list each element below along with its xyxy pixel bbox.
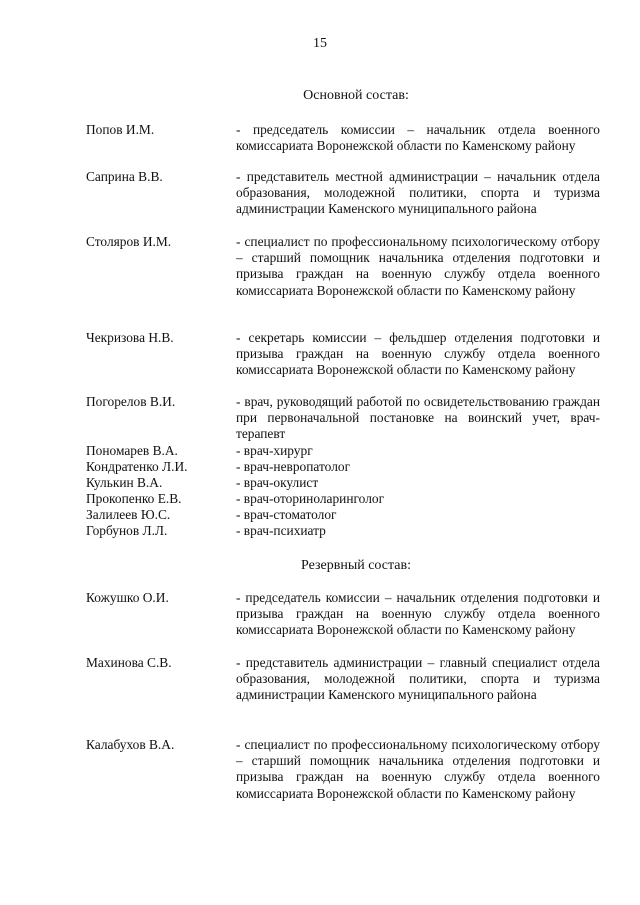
page-number: 15	[313, 36, 327, 51]
member-name: Столяров И.М.	[86, 234, 172, 249]
member-name: Кондратенко Л.И.	[86, 459, 188, 474]
member-role: - врач, руководящий работой по освидетельствованию граждан при первоначальной постановке на воинский учет, врач-терапевт	[236, 394, 600, 442]
member-role: - специалист по профессиональному психологическому отбору – старший помощник начальника отделения подготовки и призыва граждан на военную службу отдела военного комиссариата Воронежской области по Каменскому району	[236, 234, 600, 298]
member-name: Кулькин В.А.	[86, 475, 163, 490]
member-role: - представитель местной администрации – начальник отдела образования, молодежной политики, спорта и туризма администрации Каменского муниципального района	[236, 169, 600, 217]
member-role: - врач-хирург	[236, 443, 313, 458]
member-role: - представитель администрации – главный специалист отдела образования, молодежной политики, спорта и туризма администрации Каменского муниципального района	[236, 655, 600, 703]
member-name: Попов И.М.	[86, 122, 155, 137]
member-name: Чекризова Н.В.	[86, 330, 174, 345]
member-name: Махинова С.В.	[86, 655, 172, 670]
member-name: Пономарев В.А.	[86, 443, 178, 458]
member-role: - председатель комиссии – начальник отдела военного комиссариата Воронежской области по Каменскому району	[236, 122, 600, 154]
member-role: - врач-оториноларинголог	[236, 491, 385, 506]
member-role: - секретарь комиссии – фельдшер отделения подготовки и призыва граждан на военную службу отдела военного комиссариата Воронежской области по Каменскому району	[236, 330, 600, 378]
member-role: - врач-невропатолог	[236, 459, 351, 474]
member-role: - председатель комиссии – начальник отделения подготовки и призыва граждан на военную службу отдела военного комиссариата Воронежской области по Каменскому району	[236, 590, 600, 638]
member-role: - специалист по профессиональному психологическому отбору – старший помощник начальника отделения подготовки и призыва граждан на военную службу отдела военного комиссариата Воронежской области по Каменскому району	[236, 737, 600, 801]
member-name: Погорелов В.И.	[86, 394, 176, 409]
member-name: Саприна В.В.	[86, 169, 163, 184]
member-name: Горбунов Л.Л.	[86, 523, 168, 538]
member-name: Кожушко О.И.	[86, 590, 169, 605]
member-name: Калабухов В.А.	[86, 737, 175, 752]
member-name: Залилеев Ю.С.	[86, 507, 171, 522]
reserve-composition-heading: Резервный состав:	[300, 558, 411, 573]
member-role: - врач-стоматолог	[236, 507, 337, 522]
member-role: - врач-психиатр	[236, 523, 326, 538]
main-composition-heading: Основной состав:	[303, 88, 409, 103]
member-name: Прокопенко Е.В.	[86, 491, 182, 506]
member-role: - врач-окулист	[236, 475, 319, 490]
